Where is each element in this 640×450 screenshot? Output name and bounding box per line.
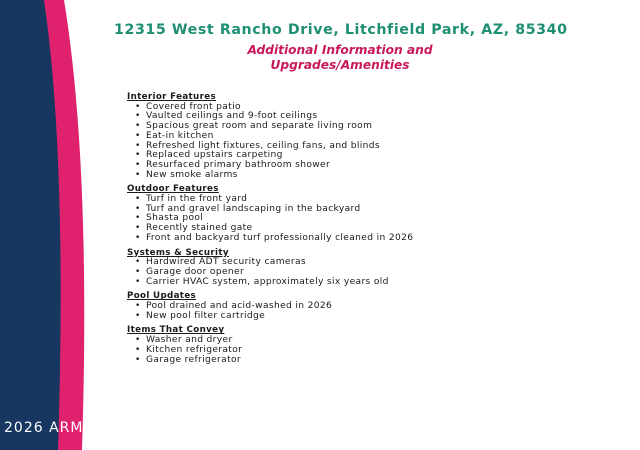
list-item: • Hardwired ADT security cameras — [127, 258, 587, 268]
armls-watermark: 2026 ARMLS — [4, 420, 103, 436]
feature-list — [127, 336, 587, 365]
feature-list — [127, 195, 587, 244]
list-item: • New smoke alarms — [127, 171, 587, 181]
list-item: • Garage refrigerator — [127, 356, 587, 366]
list-item: • Vaulted ceilings and 9-foot ceilings — [127, 112, 587, 122]
list-item: • Pool drained and acid-washed in 2026 — [127, 302, 587, 312]
subtitle-line-2: Upgrades/Amenities — [270, 58, 410, 72]
features-content — [127, 93, 587, 370]
list-item: • Resurfaced primary bathroom shower — [127, 161, 587, 171]
list-item: • Covered front patio — [127, 103, 587, 113]
section-title: Items That Convey — [127, 325, 225, 336]
section-items-that-convey — [127, 326, 587, 365]
page-subtitle — [180, 43, 500, 73]
list-item: • Turf in the front yard — [127, 195, 587, 205]
feature-list — [127, 302, 587, 321]
section-interior-features — [127, 93, 587, 180]
list-item: • Garage door opener — [127, 268, 587, 278]
section-title: Pool Updates — [127, 291, 197, 302]
section-title: Outdoor Features — [127, 184, 219, 195]
list-item: • Turf and gravel landscaping in the backyard — [127, 205, 587, 215]
list-item: • Kitchen refrigerator — [127, 346, 587, 356]
decorative-side-panel — [0, 0, 90, 450]
list-item: • Recently stained gate — [127, 224, 587, 234]
section-title: Interior Features — [127, 92, 216, 102]
feature-list — [127, 103, 587, 181]
section-title: Systems & Security — [127, 247, 229, 258]
list-item: • Eat-in kitchen — [127, 132, 587, 142]
list-item: • Washer and dryer — [127, 336, 587, 346]
feature-list — [127, 258, 587, 287]
section-outdoor-features — [127, 185, 587, 243]
list-item: • Replaced upstairs carpeting — [127, 151, 587, 161]
list-item: • Refreshed light fixtures, ceiling fans, and blinds — [127, 142, 587, 152]
list-item: • Spacious great room and separate living room — [127, 122, 587, 132]
section-systems-security — [127, 249, 587, 288]
section-pool-updates — [127, 292, 587, 321]
list-item: • New pool filter cartridge — [127, 312, 587, 322]
list-item: • Carrier HVAC system, approximately six years old — [127, 278, 587, 288]
property-address: 12315 West Rancho Drive, Litchfield Park, AZ, 85340 — [114, 22, 568, 38]
list-item: • Front and backyard turf professionally cleaned in 2026 — [127, 234, 587, 244]
subtitle-line-1: Additional Information and — [247, 43, 433, 57]
list-item: • Shasta pool — [127, 214, 587, 224]
navy-panel — [0, 0, 61, 450]
